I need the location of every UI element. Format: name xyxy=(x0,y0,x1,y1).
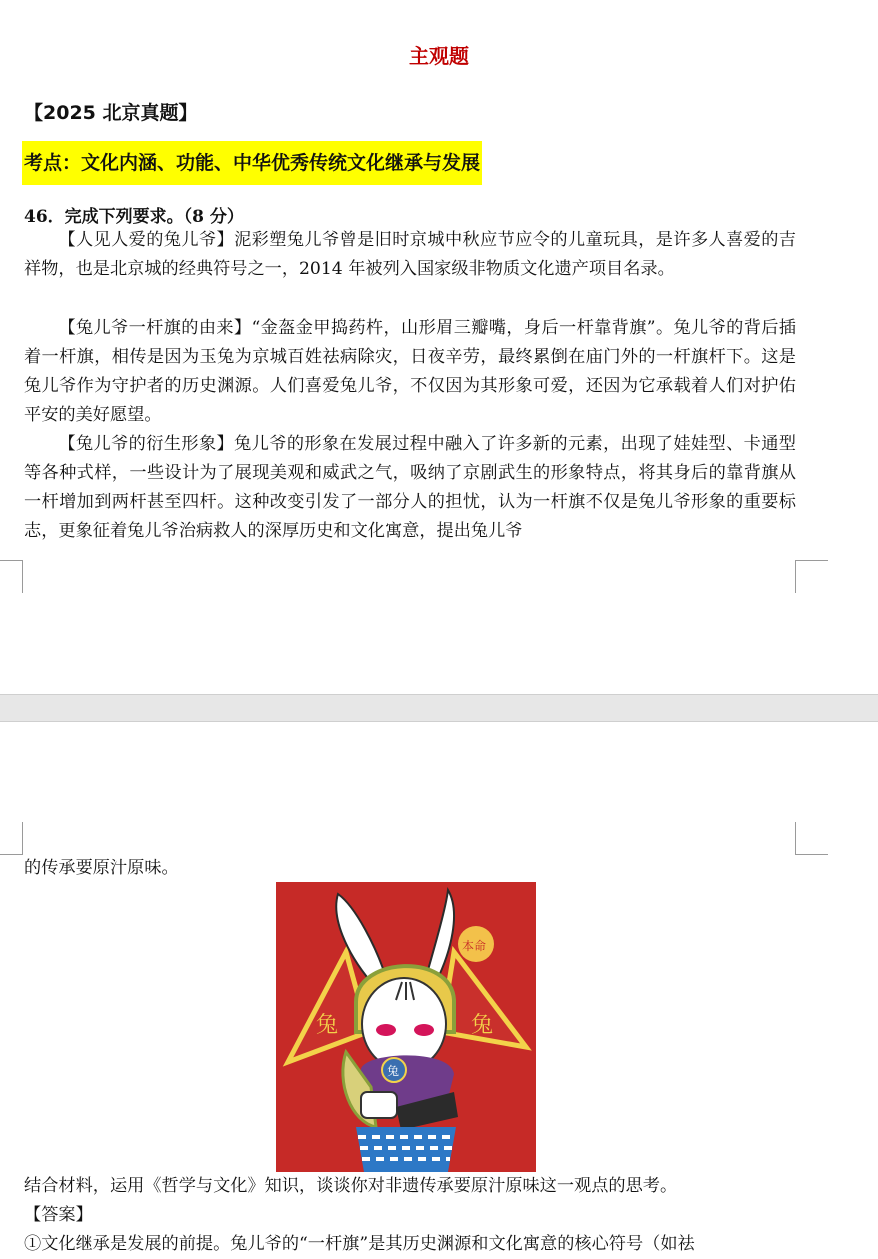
paragraph-2: 【兔儿爷一杆旗的由来】“金盔金甲捣药杵，山形眉三瓣嘴，身后一杆靠背旗”。兔儿爷的背后插着一杆旗，相传是因为玉兔为京城百姓祛病除灾，日夜辛劳，最终累倒在庙门外的一杆旗杆下。这是兔儿爷作为守护者的历史渊源。人们喜爱兔儿爷，不仅因为其形象可爱，还因为它承载着人们对护佑平安的美好愿望。 xyxy=(24,318,796,425)
badge-text: 本命 xyxy=(462,939,487,953)
paragraph-3-continued: 的传承要原汁原味。 xyxy=(24,858,179,878)
flag-char-right: 兔 xyxy=(471,1013,494,1038)
task-prompt: 结合材料，运用《哲学与文化》知识，谈谈你对非遗传承要原汁原味这一观点的思考。 xyxy=(24,1176,678,1196)
answer-label: 【答案】 xyxy=(24,1205,93,1225)
flag-char-left: 兔 xyxy=(316,1013,339,1038)
right-eye-paint xyxy=(414,1024,434,1036)
paragraph-3: 【兔儿爷的衍生形象】兔儿爷的形象在发展过程中融入了许多新的元素，出现了娃娃型、卡通型等各种式样，一些设计为了展现美观和威武之气，吸纳了京剧武生的形象特点，将其身后的靠背旗从一杆增加到两杆甚至四杆。这种改变引发了一部分人的担忧，认为一杆旗不仅是兔儿爷形象的重要标志，更象征着兔儿爷治病救人的深厚历史和文化寓意，提出兔儿爷 xyxy=(24,434,796,541)
page-corner-mark xyxy=(795,560,828,593)
medallion-char: 兔 xyxy=(387,1064,400,1078)
left-eye-paint xyxy=(376,1024,396,1036)
page-corner-mark xyxy=(795,822,828,855)
paragraph-1: 【人见人爱的兔儿爷】泥彩塑兔儿爷曾是旧时京城中秋应节应令的儿童玩具，是许多人喜爱的吉祥物，也是北京城的经典符号之一，2014 年被列入国家级非物质文化遗产项目名录。 xyxy=(24,230,796,279)
question-header: 46．完成下列要求。（8 分） xyxy=(24,207,244,227)
page-corner-mark xyxy=(0,560,23,593)
rabbit-god-image xyxy=(276,882,536,1172)
source-tag: 【2025 北京真题】 xyxy=(24,102,198,124)
rabbit-illustration xyxy=(276,882,536,1172)
page-break xyxy=(0,694,878,722)
page-title: 主观题 xyxy=(409,44,469,68)
page-corner-mark xyxy=(0,822,23,855)
hand-pestle xyxy=(361,1092,397,1118)
answer-line-1: ①文化继承是发展的前提。兔儿爷的“一杆旗”是其历史渊源和文化寓意的核心符号（如祛 xyxy=(24,1234,695,1254)
exam-point-highlight: 考点：文化内涵、功能、中华优秀传统文化继承与发展 xyxy=(22,141,482,185)
